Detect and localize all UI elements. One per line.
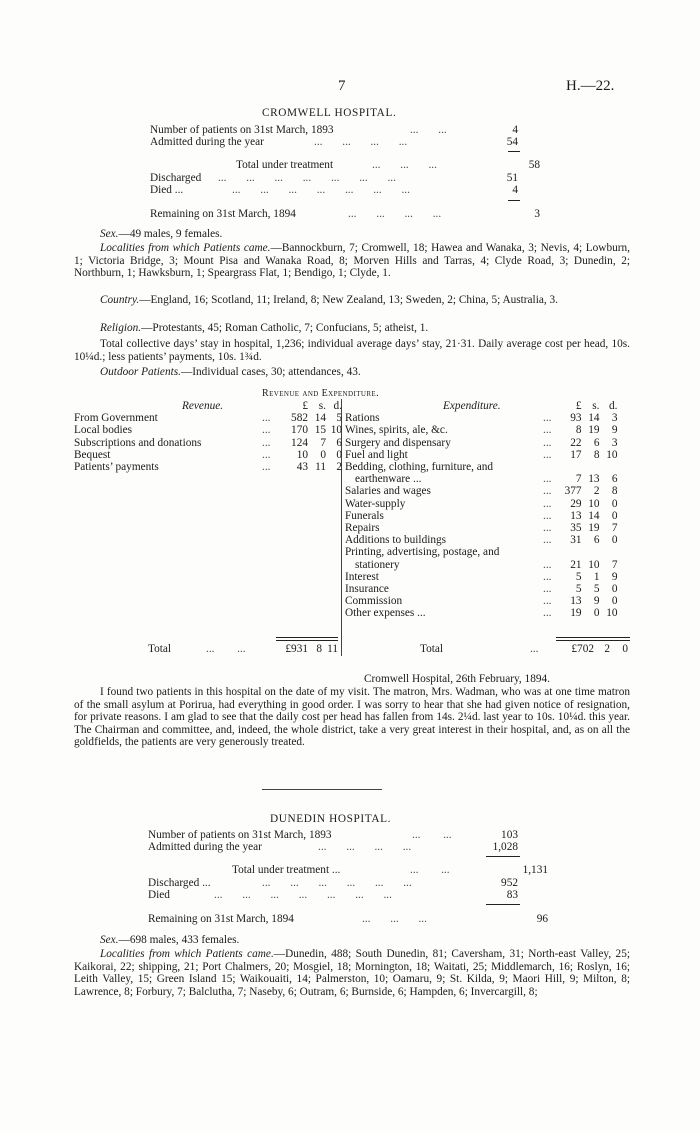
pence: 0 [336,448,342,461]
stat-label: Remaining on 31st March, 1894 [148,913,294,925]
shillings: 13 [588,473,600,486]
finance-title: Revenue and Expenditure. [262,388,379,399]
expenditure-row [345,583,618,595]
pounds: 8 [575,424,582,437]
rule [508,151,520,152]
stat-value: 54 [506,136,518,148]
country-label: Country. [100,294,140,306]
expenditure-label: Bedding, clothing, furniture, and [345,461,494,474]
dot-leader: ... ... ... ... [348,208,442,220]
dot-leader: ... ... ... ... ... ... ... [214,889,392,901]
stat-label: Number of patients on 31st March, 1893 [148,829,332,841]
stat-value: 103 [501,829,518,841]
revenue-total-rule [276,640,338,641]
revenue-label: From Government [74,412,158,425]
dot-leader: ... ... ... ... ... ... [262,877,412,889]
shillings: 19 [588,522,600,535]
expenditure-row [345,412,618,424]
pence: 5 [336,412,342,425]
rule [508,200,520,201]
shillings: 14 [588,509,600,522]
dot-leader: ... [543,595,552,608]
stat-value: 1,131 [522,864,548,876]
pounds-header: £ [302,400,308,412]
dot-leader: ... ... ... ... [314,136,408,148]
expenditure-total-pounds: £702 [571,643,594,655]
expenditure-label: Insurance [345,583,389,596]
revenue-label: Subscriptions and donations [74,436,202,449]
expenditure-row [345,510,618,522]
dunedin-title: DUNEDIN HOSPITAL. [270,813,392,825]
dot-leader: ... [543,607,552,620]
revenue-total-shillings: 8 [316,643,322,655]
expenditure-row [345,498,618,510]
revenue-total-label: Total [148,643,172,655]
dot-leader: ... [543,448,552,461]
revenue-row [74,424,342,436]
stat-label: Admitted during the year [148,841,262,853]
stat-value: 51 [506,172,518,184]
shillings: 0 [593,607,600,620]
expenditure-row [345,461,618,473]
pence: 6 [611,473,618,486]
expenditure-row-continued [345,559,618,571]
stat-label: Remaining on 31st March, 1894 [150,208,296,220]
shillings: 14 [588,412,600,425]
stat-value: 83 [506,889,518,901]
cromwell-sex [74,228,630,241]
dot-leader: ... ... [412,829,452,841]
pence: 10 [330,424,342,437]
document-reference: H.—22. [566,78,615,94]
shillings: 0 [320,448,326,461]
pounds: 10 [296,448,308,461]
expenditure-label: Other expenses ... [345,607,426,620]
pence: 2 [336,461,342,474]
pounds: 21 [570,558,582,571]
expenditure-total-label: Total [420,643,444,655]
dot-leader: ... [262,448,271,461]
cromwell-country [74,294,630,307]
expenditure-label: Commission [345,595,403,608]
pence: 3 [611,412,618,425]
shillings: 11 [315,461,326,474]
localities-text: —Dunedin, 488; South Dunedin, 81; Caversham, 31; North-east Valley, 25; Kaikorai, 22; shipping, 21; Port Chalmers, 20; Mosgiel, 18; Mornington, 18; Waitati, 25; Middlemarch, 16; Roslyn, 16; Leith Valley, 15; Green Island 15; Waikouaiti, 14; Palmerston, 10; Oamaru, 9; St. Kilda, 9; Maori Hill, 9; Milton, 8; Lawrence, 8; Forbury, 7; Balclutha, 7; Naseby, 6; Outram, 6; Burnside, 6; Hampden, 6; Invercargill, 8; [74,948,630,998]
cromwell-stay: Total collective days’ stay in hospital, 1,236; individual average days’ stay, 21·31. Daily average cost per head, 10s. 10¼d.; less patients’ payments, 10s. 1¾d. [74,338,630,363]
stat-value: 96 [536,913,548,925]
dot-leader: ... [543,570,552,583]
dot-leader: ... [543,485,552,498]
expenditure-table [345,400,618,620]
country-text: —England, 16; Scotland, 11; Ireland, 8; New Zealand, 13; Sweden, 2; China, 5; Australia, 3. [139,294,558,306]
dot-leader: ... ... [410,124,447,136]
sex-text: —698 males, 433 females. [118,934,240,946]
stat-value: 3 [534,208,540,220]
shillings: 2 [593,485,600,498]
pence: 0 [611,583,618,596]
dot-leader: ... [543,473,552,486]
dot-leader: ... [530,643,539,655]
section-divider [262,789,382,790]
revenue-label: Patients’ payments [74,461,159,474]
expenditure-row [345,534,618,546]
shillings: 10 [588,558,600,571]
pounds: 377 [564,485,582,498]
shillings: 19 [588,424,600,437]
expenditure-label: Wines, spirits, ale, &c. [345,424,448,437]
expenditure-label: Funerals [345,509,384,522]
expenditure-label: Repairs [345,522,380,535]
pounds: 13 [570,509,582,522]
expenditure-total-rule [556,640,630,641]
pounds: 35 [570,522,582,535]
dot-leader: ... [543,412,552,425]
expenditure-row [345,424,618,436]
cromwell-title: CROMWELL HOSPITAL. [262,107,397,119]
stat-label: Total under treatment ... [232,864,341,876]
religion-label: Religion. [100,322,142,334]
expenditure-row [345,571,618,583]
dunedin-sex [74,934,630,947]
sex-label: Sex. [100,934,119,946]
shillings: 14 [314,412,326,425]
page-number: 7 [338,78,346,94]
dot-leader: ... ... ... ... [318,841,412,853]
dot-leader: ... ... ... ... ... ... ... [232,184,410,196]
dot-leader: ... [262,461,271,474]
shillings: 15 [314,424,326,437]
pence: 3 [611,436,618,449]
expenditure-row [345,546,618,558]
sex-text: —49 males, 9 females. [118,228,223,240]
expenditure-label-continued: stationery [355,558,400,571]
stat-label: Discharged ... [148,877,211,889]
stat-label: Total under treatment [236,159,334,171]
pounds: 13 [570,595,582,608]
rule [486,856,520,857]
expenditure-row [345,522,618,534]
pence: 10 [606,607,618,620]
outdoor-label: Outdoor Patients. [100,366,181,378]
revenue-row [74,461,342,473]
pence: 9 [611,424,618,437]
expenditure-row [345,607,618,619]
pence: 9 [611,570,618,583]
cromwell-localities [74,242,630,280]
pounds: 31 [570,534,582,547]
dot-leader: ... ... ... ... ... ... ... [218,172,396,184]
pounds: 5 [575,583,582,596]
pounds: 22 [570,436,582,449]
expenditure-total-rule [556,637,630,638]
revenue-total-pence: 11 [327,643,338,655]
expenditure-header-row [345,400,618,412]
revenue-total-rule [276,637,338,638]
pence: 10 [606,448,618,461]
revenue-total-pounds: £931 [285,643,308,655]
revenue-heading: Revenue. [182,400,224,412]
pounds: 582 [291,412,308,425]
stat-label: Died ... [150,184,184,196]
outdoor-text: —Individual cases, 30; attendances, 43. [180,366,361,378]
localities-label: Localities from which Patients came. [100,948,274,960]
shillings: 8 [593,448,600,461]
expenditure-total-pence: 0 [622,643,628,655]
dot-leader: ... [543,497,552,510]
pounds: 19 [570,607,582,620]
dot-leader: ... [543,436,552,449]
pence: 6 [336,436,342,449]
dot-leader: ... [262,436,271,449]
rule [486,904,520,905]
stat-label: Died [148,889,170,901]
religion-text: —Protestants, 45; Roman Catholic, 7; Confucians, 5; atheist, 1. [141,322,429,334]
localities-label: Localities from which Patients came. [100,242,271,254]
cromwell-report: I found two patients in this hospital on the date of my visit. The matron, Mrs. Wadman, who was at one time matron of the small asylum at Porirua, had everything in good order. I was sorry to hear that she had given notice of resignation, for private reasons. I am glad to see that the daily cost per head has fallen from 14s. 2¼d. last year to 10s. 10¼d. this year. The Chairman and committee, and, indeed, the whole district, take a very great interest in their hospital, and, as on all the goldfields, the patients are very generously treated. [74,686,630,749]
revenue-table [74,400,342,473]
dunedin-localities [74,948,630,998]
expenditure-label: Surgery and dispensary [345,436,451,449]
shillings: 5 [593,583,600,596]
pence-header: d. [333,400,342,412]
expenditure-label: Salaries and wages [345,485,431,498]
expenditure-total-shillings: 2 [604,643,610,655]
expenditure-row [345,595,618,607]
sex-label: Sex. [100,228,119,240]
dot-leader: ... [543,522,552,535]
pounds: 29 [570,497,582,510]
pounds-header: £ [575,400,582,412]
dot-leader: ... [543,583,552,596]
revenue-row [74,412,342,424]
dot-leader: ... [262,412,271,425]
localities-text: —Bannockburn, 7; Cromwell, 18; Hawea and Wanaka, 3; Nevis, 4; Lowburn, 1; Victoria Bridge, 3; Mount Pisa and Wanaka Road, 8; Morven Hills and Tarras, 4; Clyde Road, 3; Dunedin, 2; Northburn, 1; Hawksburn, 1; Speargrass Flat, 1; Bendigo, 1; Clyde, 1. [74,242,630,280]
expenditure-heading: Expenditure. [443,400,501,412]
revenue-row [74,449,342,461]
pence: 0 [611,497,618,510]
revenue-label: Bequest [74,448,111,461]
expenditure-label: Water-supply [345,497,406,510]
dot-leader: ... [543,424,552,437]
shillings: 10 [588,497,600,510]
revenue-label: Local bodies [74,424,133,437]
stat-value: 952 [501,877,518,889]
pence: 0 [611,509,618,522]
revenue-row [74,437,342,449]
expenditure-row [345,437,618,449]
stat-label: Admitted during the year [150,136,264,148]
shillings: 1 [593,570,600,583]
dot-leader: ... ... [206,643,246,655]
pounds: 7 [575,473,582,486]
dot-leader: ... [543,534,552,547]
pence: 0 [611,534,618,547]
shillings: 7 [320,436,326,449]
stat-label: Number of patients on 31st March, 1893 [150,124,334,136]
dot-leader: ... ... [410,864,450,876]
expenditure-row-continued [345,473,618,485]
expenditure-label: Fuel and light [345,448,408,461]
pence-header: d. [609,400,618,412]
visit-date: Cromwell Hospital, 26th February, 1894. [364,673,550,685]
pounds: 124 [291,436,308,449]
cromwell-religion [74,322,630,335]
shillings: 9 [593,595,600,608]
expenditure-label: Printing, advertising, postage, and [345,546,500,559]
dot-leader: ... ... ... [372,159,437,171]
stat-label: Discharged [150,172,202,184]
dot-leader: ... [543,509,552,522]
expenditure-label: Additions to buildings [345,534,447,547]
stat-value: 4 [512,184,518,196]
stat-value: 4 [512,124,518,136]
pence: 7 [611,558,618,571]
stat-value: 58 [528,159,540,171]
pounds: 17 [570,448,582,461]
pounds: 5 [575,570,582,583]
dot-leader: ... [543,558,552,571]
pounds: 43 [296,461,308,474]
expenditure-label-continued: earthenware ... [355,473,422,486]
pence: 8 [611,485,618,498]
dot-leader: ... ... ... [362,913,427,925]
pence: 0 [611,595,618,608]
cromwell-outdoor [74,366,630,379]
expenditure-row [345,449,618,461]
shillings-header: s. [592,400,600,412]
stat-value: 1,028 [492,841,518,853]
dot-leader: ... [262,424,271,437]
expenditure-label: Interest [345,570,379,583]
shillings: 6 [593,436,600,449]
pounds: 170 [291,424,308,437]
expenditure-label: Rations [345,412,380,425]
shillings: 6 [593,534,600,547]
pence: 7 [611,522,618,535]
revenue-header-row [74,400,342,412]
expenditure-row [345,485,618,497]
shillings-header: s. [318,400,326,412]
pounds: 93 [570,412,582,425]
